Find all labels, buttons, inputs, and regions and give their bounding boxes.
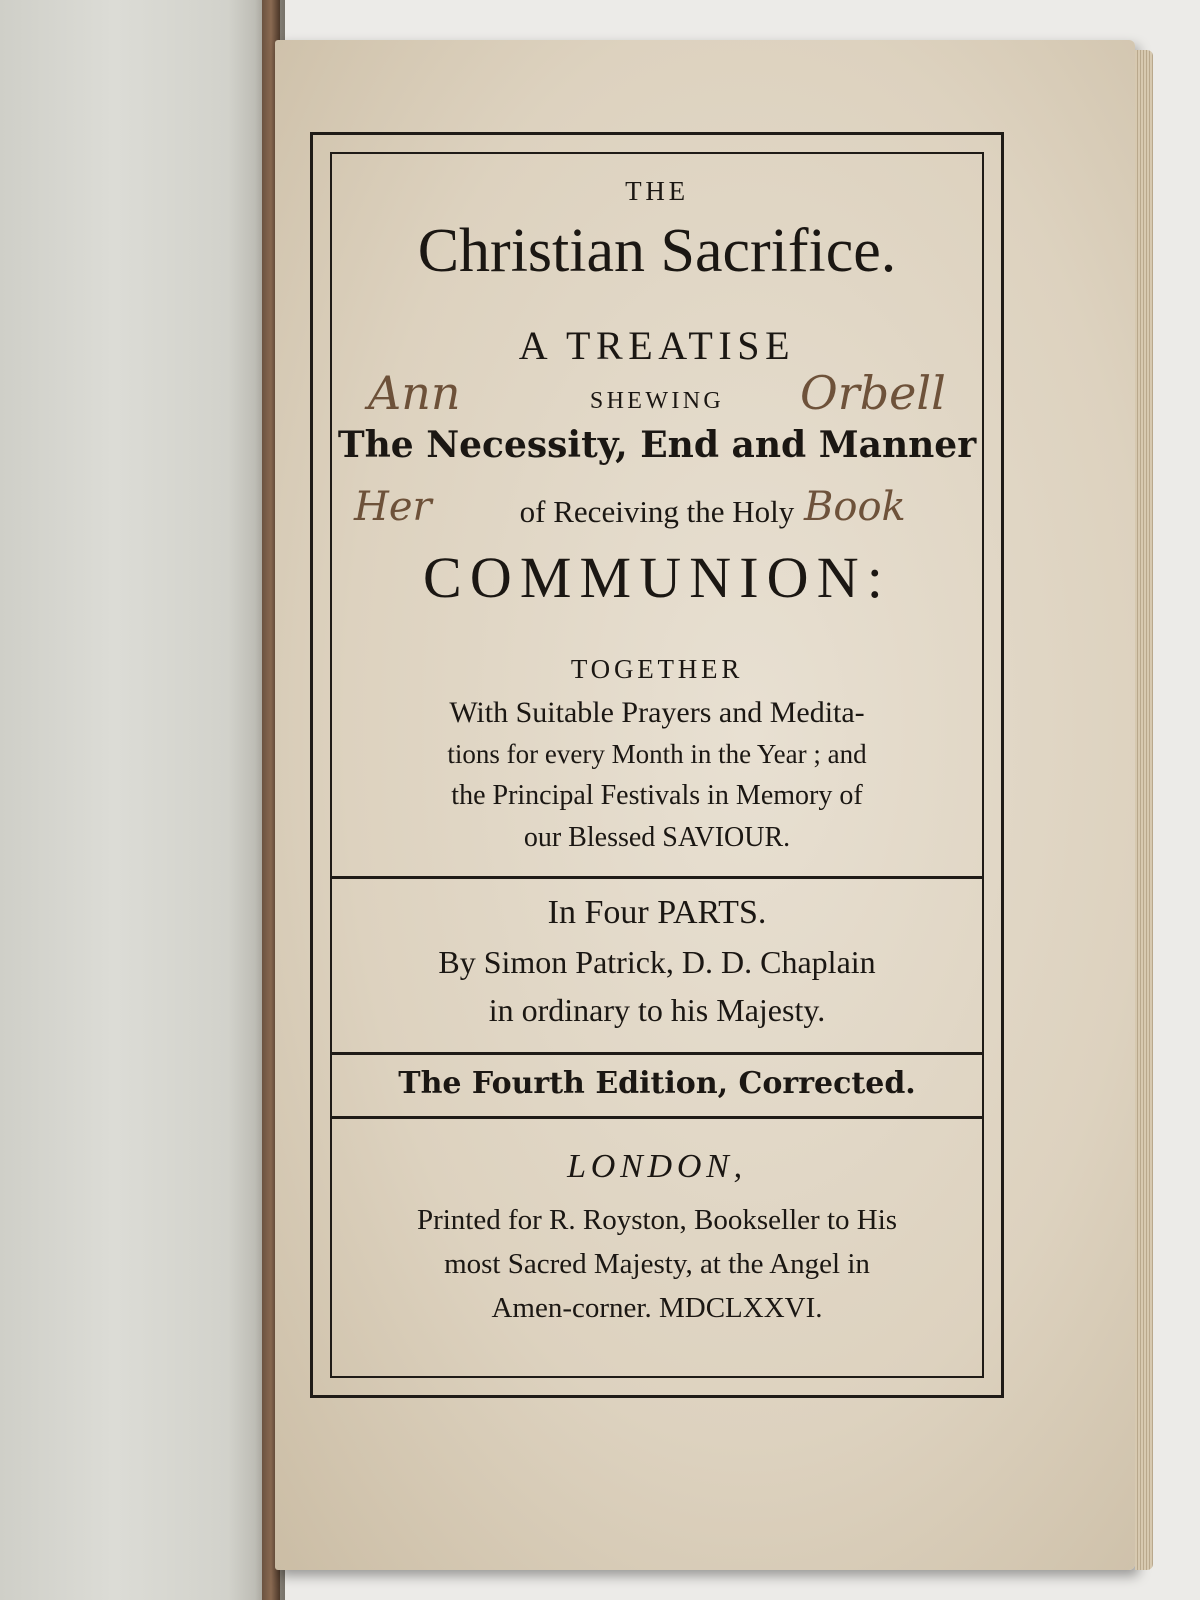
handwritten-first-name: Ann (368, 366, 461, 420)
prayers-line-4: our Blessed SAVIOUR. (523, 822, 791, 853)
page-border-inner (330, 152, 984, 1378)
handwritten-last-name: Orbell (800, 366, 946, 420)
title-page (275, 40, 1135, 1570)
shewing-text: SHEWING (589, 388, 725, 414)
author-line-2: in ordinary to his Majesty. (488, 992, 826, 1028)
handwritten-left-word: Her (354, 484, 432, 530)
handwritten-right-word: Book (804, 484, 906, 530)
left-facing-page (0, 0, 285, 1600)
imprint-line-2: most Sacred Majesty, at the Angel in (444, 1248, 870, 1280)
city-text: LONDON, (567, 1148, 747, 1185)
rule-3 (332, 1116, 982, 1119)
page-border-outer (310, 132, 1004, 1398)
edition-text: The Fourth Edition, Corrected. (398, 1066, 916, 1101)
prayers-line-2: tions for every Month in the Year ; and (447, 739, 867, 769)
rule-2 (332, 1052, 982, 1055)
together-text: TOGETHER (570, 654, 744, 684)
author-line-1: By Simon Patrick, D. D. Chaplain (438, 944, 876, 980)
communion-text: COMMUNION: (423, 545, 891, 610)
book-subtitle: A TREATISE (518, 323, 796, 368)
page-edges (1135, 50, 1153, 1570)
parts-text: In Four PARTS. (547, 894, 767, 931)
necessity-text: The Necessity, End and Manner (337, 424, 977, 466)
title-the: THE (625, 176, 689, 206)
imprint-line-3: Amen-corner. MDCLXXVI. (491, 1292, 823, 1324)
prayers-line-1: With Suitable Prayers and Medita- (449, 696, 865, 729)
imprint-line-1: Printed for R. Royston, Bookseller to His (416, 1204, 898, 1236)
book-title: Christian Sacrifice. (417, 217, 897, 285)
receiving-text: of Receiving the Holy (519, 494, 795, 529)
rule-1 (332, 876, 982, 879)
prayers-line-3: the Principal Festivals in Memory of (451, 780, 863, 811)
